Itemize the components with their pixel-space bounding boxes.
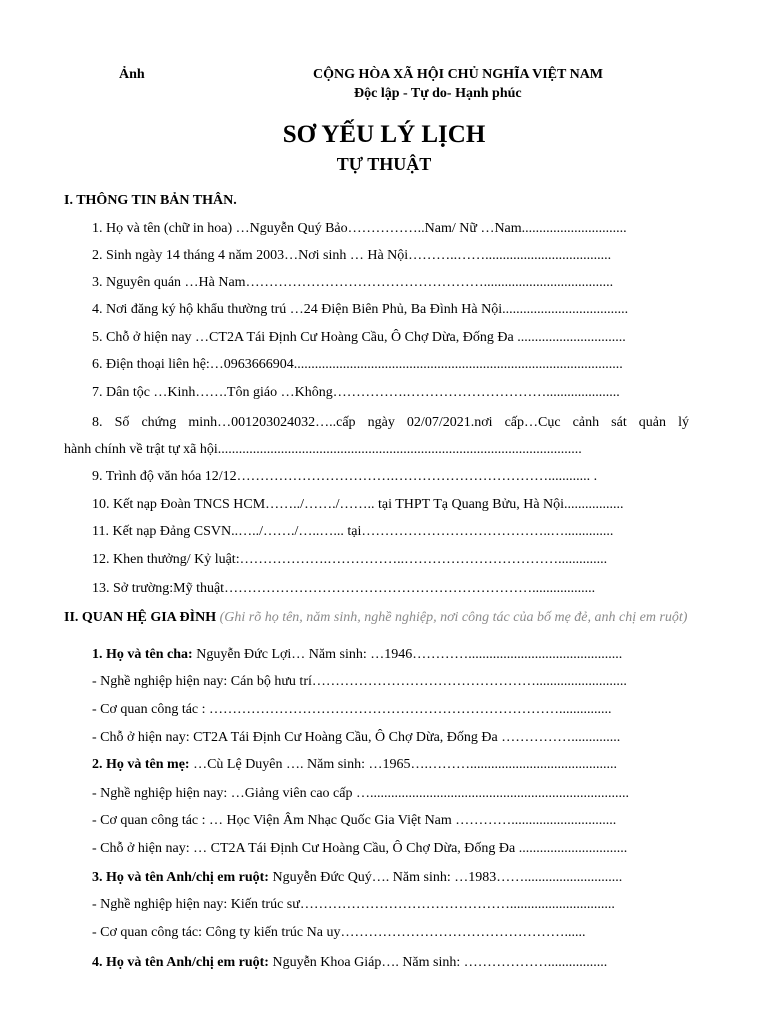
info-line-youth-union: 10. Kết nạp Đoàn TNCS HCM……../……./…….. tại THPT Tạ Quang Bửu, Hà Nội................. — [92, 497, 624, 512]
section2-title: II. QUAN HỆ GIA ĐÌNH — [64, 610, 217, 625]
info-line-current-address: 5. Chỗ ở hiện nay …CT2A Tái Định Cư Hoàng Cầu, Ô Chợ Dừa, Đống Đa ............................... — [92, 330, 626, 345]
family-line-father-address: - Chỗ ở hiện nay: CT2A Tái Định Cư Hoàng Cầu, Ô Chợ Dừa, Đống Đa …………….............. — [92, 730, 621, 745]
family-line-father-workplace: - Cơ quan công tác : …………………………………………………………………............... — [92, 702, 612, 717]
info-line-education: 9. Trình độ văn hóa 12/12…………………………….……………………………............ . — [92, 469, 598, 484]
family-line-mother-job: - Nghề nghiệp hiện nay: …Giảng viên cao cấp ….......................................................................... — [92, 786, 629, 801]
info-line-id-issuer: hành chính về trật tự xã hội........................................................................................................ — [64, 442, 582, 457]
nation-heading: CỘNG HÒA XÃ HỘI CHỦ NGHĨA VIỆT NAM — [313, 67, 604, 82]
family-line-mother: 2. Họ và tên mẹ: …Cù Lệ Duyên …. Năm sinh: …1965….……….......................................... — [92, 757, 617, 772]
info-line-party: 11. Kết nạp Đảng CSVN..…../……./…..…... tại…………………………………..….............. — [92, 524, 614, 539]
section2-heading — [64, 609, 694, 626]
page-title: SƠ YẾU LÝ LỊCH — [282, 121, 486, 148]
family-line-mother-workplace: - Cơ quan công tác : … Học Viện Âm Nhạc Quốc Gia Việt Nam ………….............................. — [92, 813, 617, 828]
family-line-sibling-1: 3. Họ và tên Anh/chị em ruột: Nguyễn Đức Quý…. Năm sinh: …1983……............................ — [92, 870, 623, 885]
family-line-sibling-1-workplace: - Cơ quan công tác: Công ty kiến trúc Na uy…………………………………………...... — [92, 925, 586, 940]
info-line-awards: 12. Khen thưởng/ Kỷ luật:……………….……………..…………………………….............. — [92, 552, 608, 567]
info-line-ethnicity-religion: 7. Dân tộc …Kinh…….Tôn giáo …Không…………….…………………………..................... — [92, 385, 620, 400]
info-line-phone: 6. Điện thoại liên hệ:…0963666904.............................................................................................. — [92, 357, 623, 372]
info-line-strengths: 13. Sở trường:Mỹ thuật………………………………………………………….................. — [92, 581, 596, 596]
family-line-sibling-2: 4. Họ và tên Anh/chị em ruột: Nguyễn Khoa Giáp…. Năm sinh: ………………................. — [92, 955, 608, 970]
info-line-id-number: 8. Số chứng minh…001203024032…..cấp ngày 02/07/2021.nơi cấp…Cục cảnh sát quản lý — [92, 415, 689, 430]
info-line-origin: 3. Nguyên quán …Hà Nam……………………………………………..................................... — [92, 275, 614, 290]
photo-label: Ảnh — [119, 67, 145, 82]
family-line-father-job: - Nghề nghiệp hiện nay: Cán bộ hưu trí………………………………………….......................... — [92, 674, 627, 689]
info-line-name: 1. Họ và tên (chữ in hoa) …Nguyễn Quý Bảo……………..Nam/ Nữ …Nam.............................. — [92, 221, 627, 236]
info-line-birth: 2. Sinh ngày 14 tháng 4 năm 2003…Nơi sinh … Hà Nội………..…….................................... — [92, 248, 612, 263]
family-line-sibling-1-job: - Nghề nghiệp hiện nay: Kiến trúc sư……………………………………….............................. — [92, 897, 615, 912]
family-line-mother-address: - Chỗ ở hiện nay: … CT2A Tái Định Cư Hoàng Cầu, Ô Chợ Dừa, Đống Đa ............................... — [92, 841, 628, 856]
section1-heading: I. THÔNG TIN BẢN THÂN. — [64, 193, 237, 208]
motto-heading: Độc lập - Tự do- Hạnh phúc — [354, 86, 522, 101]
family-line-father: 1. Họ và tên cha: Nguyễn Đức Lợi… Năm sinh: …1946…………............................................ — [92, 647, 623, 662]
info-line-residence-registration: 4. Nơi đăng ký hộ khẩu thường trú …24 Điện Biên Phủ, Ba Đình Hà Nội.................................... — [92, 302, 629, 317]
section2-note: (Ghi rõ họ tên, năm sinh, nghề nghiệp, nơi công tác của bố mẹ đẻ, anh chị em ruột) — [219, 610, 688, 625]
page-subtitle: TỰ THUẬT — [336, 154, 432, 174]
